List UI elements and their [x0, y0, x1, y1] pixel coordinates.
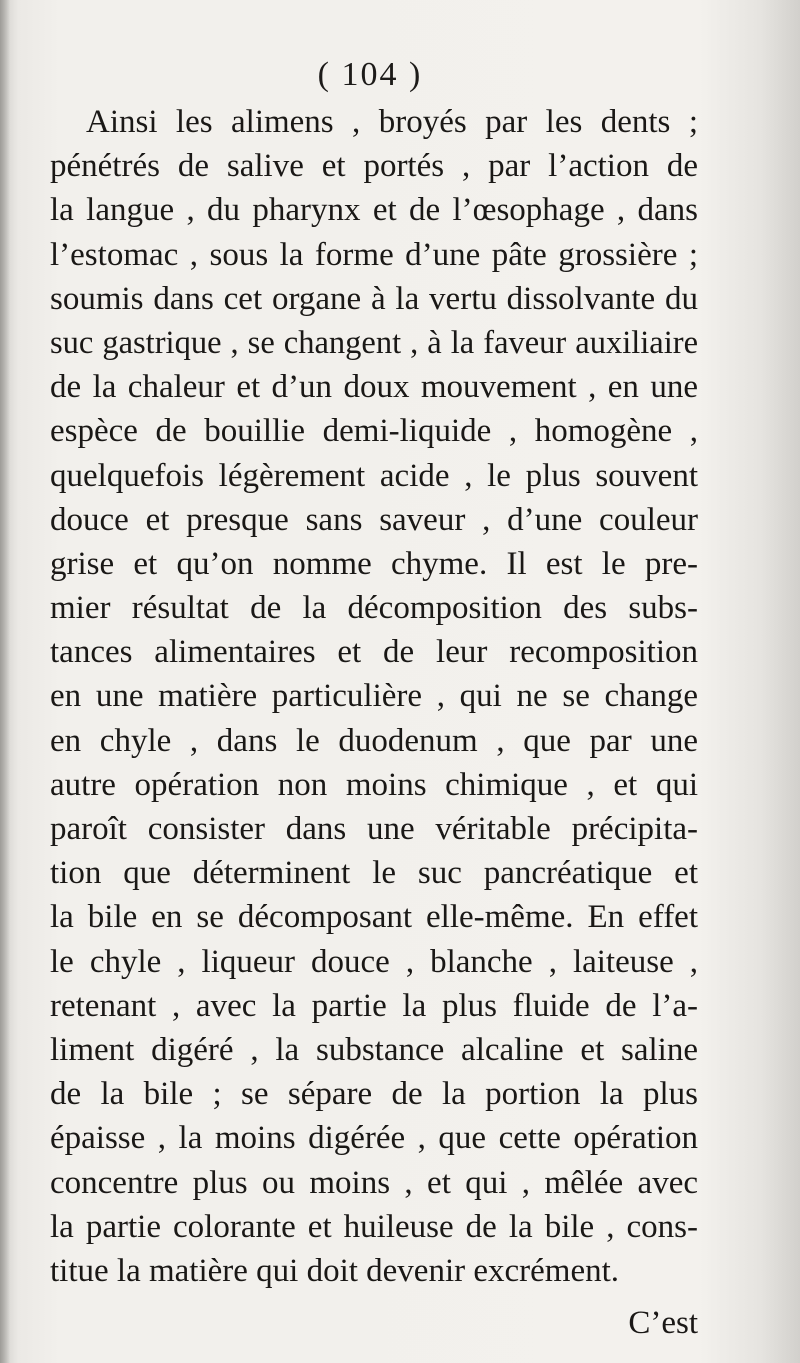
catchword: C’est: [628, 1305, 698, 1341]
text-line: pénétrés de salive et portés , par l’action de: [50, 148, 698, 185]
page-number-header: ( 104 ): [317, 56, 423, 93]
text-line: grise et qu’on nomme chyme. Il est le pre-: [50, 545, 698, 582]
text-line: autre opération non moins chimique , et qui: [50, 766, 698, 803]
text-line: de la chaleur et d’un doux mouvement , en une: [50, 369, 698, 406]
text-line: tances alimentaires et de leur recomposition: [50, 634, 698, 671]
text-line: quelquefois légèrement acide , le plus souvent: [50, 457, 698, 494]
text-line: tion que déterminent le suc pancréatique et: [50, 855, 698, 892]
text-line: paroît consister dans une véritable précipita-: [50, 811, 698, 847]
text-line: la bile en se décomposant elle-même. En effet: [50, 899, 698, 936]
text-line: concentre plus ou moins , et qui , mêlée avec: [50, 1164, 698, 1201]
text-line: suc gastrique , se changent , à la faveur auxiliaire: [50, 324, 698, 361]
text-line: soumis dans cet organe à la vertu dissolvante du: [50, 280, 698, 317]
text-line: la langue , du pharynx et de l’œsophage , dans: [50, 192, 698, 229]
text-line: la partie colorante et huileuse de la bile , cons-: [50, 1208, 698, 1245]
page-edge-shadow: [0, 0, 10, 1363]
text-line: le chyle , liqueur douce , blanche , laiteuse ,: [50, 943, 698, 980]
text-line: mier résultat de la décomposition des subs-: [50, 590, 698, 627]
text-line: liment digéré , la substance alcaline et saline: [50, 1031, 698, 1068]
text-line: titue la matière qui doit devenir excrément.: [50, 1252, 620, 1289]
text-line: l’estomac , sous la forme d’une pâte grossière ;: [50, 236, 698, 273]
text-line: espèce de bouillie demi-liquide , homogène ,: [50, 413, 698, 450]
text-line: Ainsi les alimens , broyés par les dents ;: [86, 104, 698, 140]
text-line: douce et presque sans saveur , d’une couleur: [50, 501, 698, 538]
text-line: de la bile ; se sépare de la portion la plus: [50, 1076, 698, 1113]
text-line: épaisse , la moins digérée , que cette opération: [50, 1120, 698, 1157]
body-text: [50, 100, 698, 1293]
text-line: en chyle , dans le duodenum , que par une: [50, 722, 698, 759]
text-line: retenant , avec la partie la plus fluide de l’a-: [50, 987, 698, 1024]
text-line: en une matière particulière , qui ne se change: [50, 678, 698, 715]
